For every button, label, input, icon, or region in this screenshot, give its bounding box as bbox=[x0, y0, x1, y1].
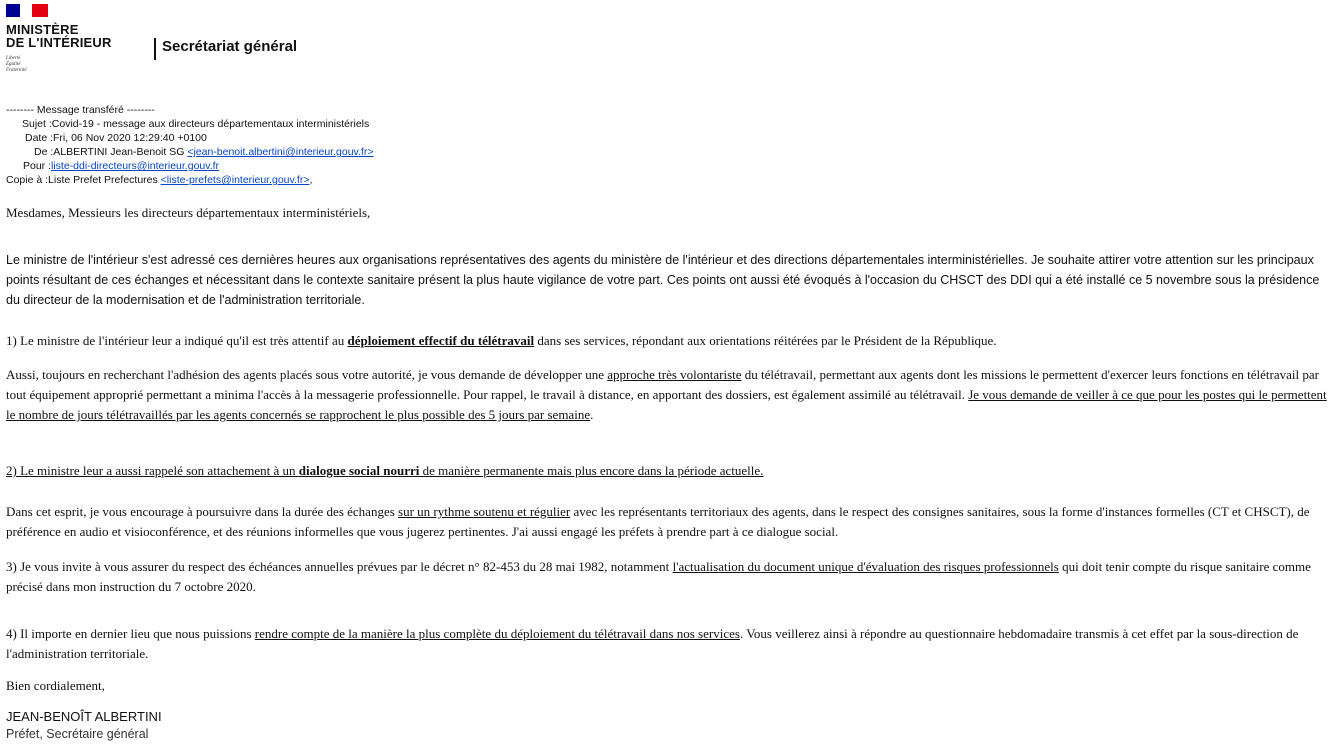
point-2-emphasis: dialogue social nourri bbox=[298, 463, 420, 478]
from-label: De : bbox=[34, 146, 54, 158]
point-2-underlined bbox=[6, 463, 763, 478]
ministry-name-line2: DE L'INTÉRIEUR bbox=[6, 35, 112, 50]
cc-suffix: , bbox=[309, 174, 313, 186]
department-name: Secrétariat général bbox=[162, 38, 298, 55]
point-3-text-a: 3) Je vous invite à vous assurer du respect des échéances annuelles prévues par le décret n° 82-453 du 28 mai 1982, notamment bbox=[6, 559, 673, 574]
ministry-name bbox=[6, 23, 112, 49]
point-1-text-b: dans ses services, répondant aux orientations réitérées par le Président de la République. bbox=[534, 333, 997, 348]
point-4 bbox=[6, 624, 1336, 664]
subject-row bbox=[6, 117, 373, 131]
point-1 bbox=[6, 331, 1336, 351]
point-3-text-b: qui doit tenir compte du risque sanitaire comme précisé dans mon instruction du 7 octobre 2020. bbox=[6, 559, 1311, 594]
from-row bbox=[6, 145, 373, 159]
point-3 bbox=[6, 557, 1336, 597]
forwarded-headers bbox=[6, 103, 373, 187]
to-email-link[interactable]: liste-ddi-directeurs@interieur.gouv.fr bbox=[51, 160, 220, 172]
details-text-c: . bbox=[590, 407, 594, 422]
point-1-details bbox=[6, 365, 1336, 425]
to-label: Pour : bbox=[23, 160, 52, 172]
subject-value: Covid-19 - message aux directeurs départementaux interministériels bbox=[51, 118, 370, 130]
closing: Bien cordialement, bbox=[6, 678, 105, 693]
cc-email-link[interactable]: <liste-prefets@interieur.gouv.fr> bbox=[160, 174, 310, 186]
point-2-text-a: 2) Le ministre leur a aussi rappelé son attachement à un bbox=[6, 463, 299, 478]
details-emphasis-2: Je vous demande de veiller à ce que pour les postes qui le permettent le nombre de jours télétravaillés par les agents concernés se rapprochent le plus possible des 5 jours par semaine bbox=[6, 387, 1327, 422]
date-row bbox=[6, 131, 373, 145]
point-3-emphasis: l'actualisation du document unique d'évaluation des risques professionnels bbox=[672, 559, 1059, 574]
signature-title: Préfet, Secrétaire général bbox=[6, 727, 149, 741]
point-4-emphasis: rendre compte de la manière la plus complète du déploiement du télétravail dans nos services bbox=[254, 626, 740, 641]
details-text-a: Aussi, toujours en recherchant l'adhésion des agents placés sous votre autorité, je vous demande de développer une bbox=[6, 367, 608, 382]
signature-name: JEAN-BENOÎT ALBERTINI bbox=[6, 709, 162, 724]
ministry-name-line1: MINISTÈRE bbox=[6, 22, 79, 37]
point-2-details-text-a: Dans cet esprit, je vous encourage à poursuivre dans la durée des échanges bbox=[6, 504, 399, 519]
cc-row bbox=[6, 173, 373, 187]
from-name: ALBERTINI Jean-Benoit SG bbox=[53, 146, 188, 158]
date-label: Date : bbox=[25, 132, 54, 144]
point-4-text-a: 4) Il importe en dernier lieu que nous puissions bbox=[6, 626, 255, 641]
details-emphasis-1: approche très volontariste bbox=[607, 367, 742, 382]
forward-banner: -------- Message transféré -------- bbox=[6, 104, 155, 116]
point-2-text-b: de manière permanente mais plus encore dans la période actuelle. bbox=[419, 463, 764, 478]
cc-label: Copie à : bbox=[6, 174, 49, 186]
from-email-link[interactable]: <jean-benoit.albertini@interieur.gouv.fr> bbox=[187, 146, 374, 158]
motto-liberte: Liberté bbox=[6, 56, 21, 61]
point-4-text-b: . Vous veillerez ainsi à répondre au questionnaire hebdomadaire transmis à cet effet par la sous-direction de l'administration territoriale. bbox=[6, 626, 1299, 661]
french-flag-icon bbox=[6, 4, 48, 17]
cc-name: Liste Prefet Prefectures bbox=[48, 174, 161, 186]
greeting: Mesdames, Messieurs les directeurs départementaux interministériels, bbox=[6, 205, 371, 220]
date-value: Fri, 06 Nov 2020 12:29:40 +0100 bbox=[53, 132, 207, 144]
to-row bbox=[6, 159, 373, 173]
ministry-logo bbox=[6, 4, 112, 74]
subject-label: Sujet : bbox=[22, 118, 52, 130]
point-1-emphasis: déploiement effectif du télétravail bbox=[347, 333, 535, 348]
intro-paragraph: Le ministre de l'intérieur s'est adressé ces dernières heures aux organisations représentatives des agents du ministère de l'intérieur et des directions départementales interministérielles. Je souhaite attirer votre attention sur les principaux points résultant de ces échanges et nécessitant dans le contexte sanitaire présent la plus haute vigilance de votre part. Ces points ont aussi été évoqués à l'occasion du CHSCT des DDI qui a été installé ce 5 novembre sous la présidence du directeur de la modernisation et de l'administration territoriale. bbox=[6, 253, 1320, 307]
point-2-details-text-b: avec les représentants territoriaux des agents, dans le respect des consignes sanitaires, sous la forme d'instances formelles (CT et CHSCT), de préférence en audio et visioconférence, et des réunions informelles que vous jugerez pertinentes. J'ai aussi engagé les préfets à prendre part à ce dialogue social. bbox=[6, 504, 1310, 539]
details-text-b: du télétravail, permettant aux agents dont les missions le permettent d'exercer leurs fonctions en télétravail par tout équipement approprié permettant a minima l'accès à la messagerie professionnelle. Pour rappel, le travail à distance, en apportant des dossiers, est également assimilé au télétravail. bbox=[6, 367, 1319, 402]
motto-egalite: Égalité bbox=[6, 62, 21, 67]
point-2-details-emphasis: sur un rythme soutenu et régulier bbox=[398, 504, 571, 519]
republic-motto bbox=[6, 56, 112, 74]
motto-fraternite: Fraternité bbox=[6, 68, 27, 73]
point-2 bbox=[6, 461, 1336, 481]
point-1-text-a: 1) Le ministre de l'intérieur leur a indiqué qu'il est très attentif au bbox=[6, 333, 348, 348]
point-2-details bbox=[6, 502, 1338, 542]
header-divider bbox=[154, 38, 156, 60]
